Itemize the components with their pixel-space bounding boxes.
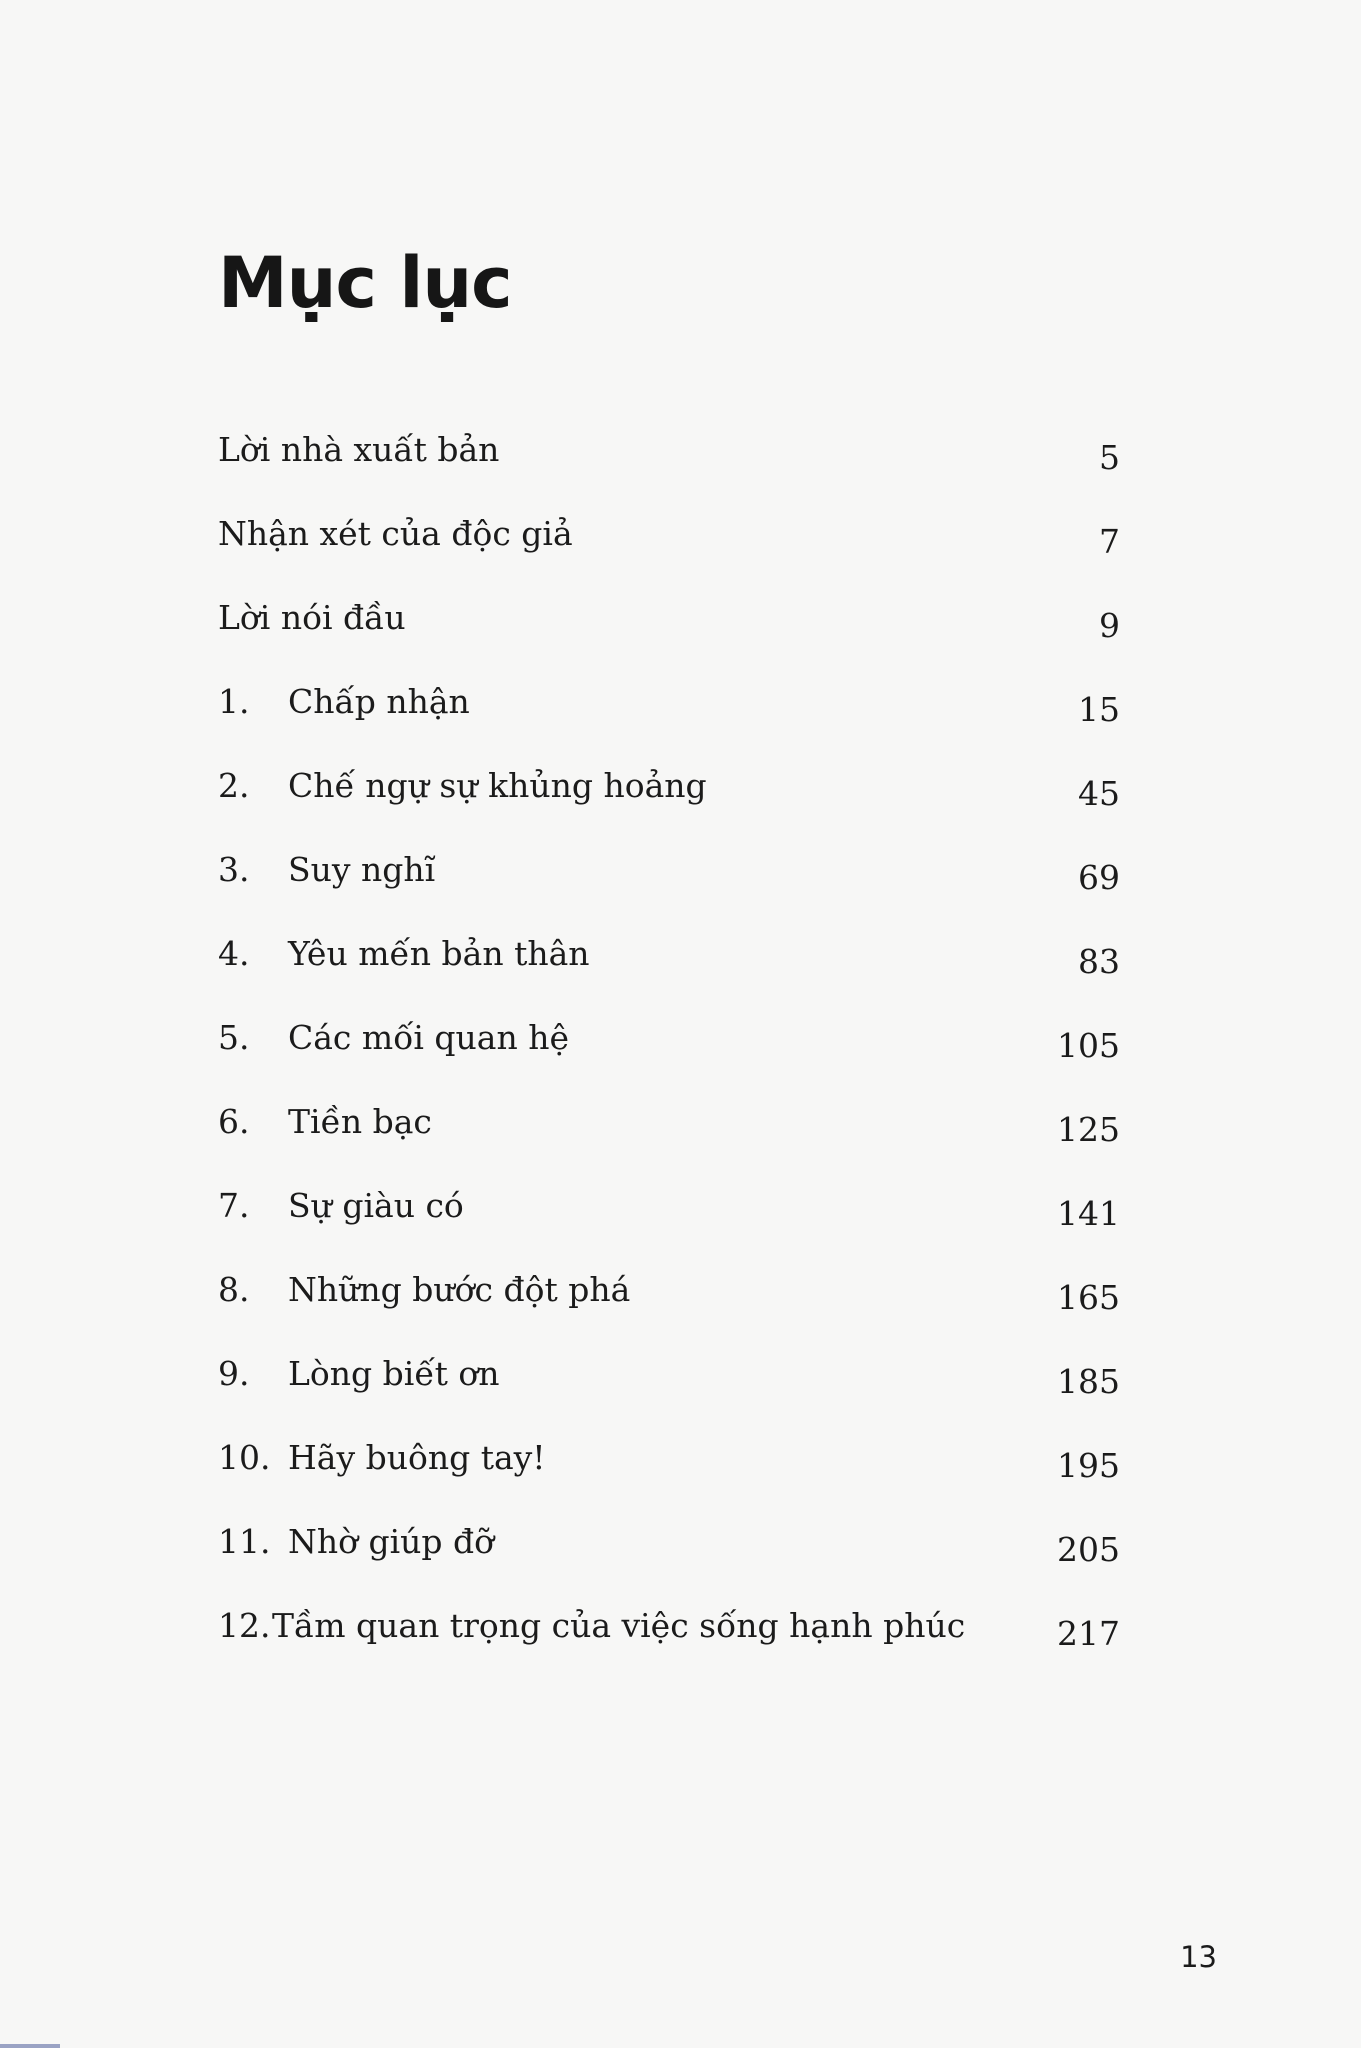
- toc-entry-label: Suy nghĩ: [288, 850, 436, 889]
- toc-entry-number: 9.: [218, 1354, 250, 1393]
- toc-entry-page: 5: [1099, 438, 1120, 477]
- toc-entry-chapter-2: [218, 756, 1120, 840]
- toc-entry-chapter-11: [218, 1512, 1120, 1596]
- toc-entry-label: Nhận xét của độc giả: [218, 514, 573, 553]
- toc-entry-page: 195: [1057, 1446, 1120, 1485]
- toc-entry-number: 7.: [218, 1186, 250, 1225]
- toc-entry-label: Tầm quan trọng của việc sống hạnh phúc: [272, 1606, 966, 1645]
- toc-entry-number: 5.: [218, 1018, 250, 1057]
- toc-entry-number: 8.: [218, 1270, 250, 1309]
- toc-entry-reader-reviews: [218, 504, 1120, 588]
- toc-entry-label: Lời nhà xuất bản: [218, 430, 500, 469]
- toc-entry-page: 217: [1057, 1614, 1120, 1653]
- toc-entry-page: 141: [1057, 1194, 1120, 1233]
- toc-entry-label: Nhờ giúp đỡ: [288, 1522, 495, 1561]
- toc-entry-label: Tiền bạc: [288, 1102, 432, 1141]
- toc-entry-foreword: [218, 588, 1120, 672]
- toc-entry-page: 205: [1057, 1530, 1120, 1569]
- toc-entry-page: 7: [1099, 522, 1120, 561]
- toc-entry-page: 15: [1078, 690, 1120, 729]
- toc-entry-page: 83: [1078, 942, 1120, 981]
- toc-entry-number: 11.: [218, 1522, 271, 1561]
- toc-entry-publisher-note: [218, 420, 1120, 504]
- toc-entry-label: Những bước đột phá: [288, 1270, 631, 1309]
- page-title: Mục lục: [218, 242, 512, 324]
- toc-entry-number: 1.: [218, 682, 250, 721]
- toc-entry-chapter-5: [218, 1008, 1120, 1092]
- toc-entry-chapter-3: [218, 840, 1120, 924]
- toc-entry-label: Lời nói đầu: [218, 598, 406, 637]
- toc-entry-chapter-4: [218, 924, 1120, 1008]
- toc-entry-chapter-7: [218, 1176, 1120, 1260]
- toc-entry-number: 6.: [218, 1102, 250, 1141]
- toc-entry-label: Yêu mến bản thân: [288, 934, 590, 973]
- toc-entry-number: 12.: [218, 1606, 271, 1645]
- toc-entry-label: Chấp nhận: [288, 682, 470, 721]
- page-edge-divider: [0, 2044, 60, 2048]
- toc-entry-number: 2.: [218, 766, 250, 805]
- toc-entry-label: Các mối quan hệ: [288, 1018, 569, 1057]
- toc-entry-page: 105: [1057, 1026, 1120, 1065]
- page-number: 13: [1180, 1940, 1217, 1974]
- toc-entry-chapter-1: [218, 672, 1120, 756]
- toc-entry-label: Sự giàu có: [288, 1186, 464, 1225]
- toc-entry-number: 4.: [218, 934, 250, 973]
- toc-entry-chapter-8: [218, 1260, 1120, 1344]
- toc-entry-page: 69: [1078, 858, 1120, 897]
- toc-entry-label: Lòng biết ơn: [288, 1354, 500, 1393]
- toc-entry-number: 3.: [218, 850, 250, 889]
- toc-entry-label: Chế ngự sự khủng hoảng: [288, 766, 707, 805]
- toc-entry-chapter-12: [218, 1596, 1120, 1680]
- toc-entry-chapter-10: [218, 1428, 1120, 1512]
- toc-entry-page: 185: [1057, 1362, 1120, 1401]
- toc-entry-chapter-6: [218, 1092, 1120, 1176]
- toc-entry-page: 125: [1057, 1110, 1120, 1149]
- toc-entry-page: 45: [1078, 774, 1120, 813]
- toc-entry-chapter-9: [218, 1344, 1120, 1428]
- toc-entry-page: 9: [1099, 606, 1120, 645]
- toc-entry-label: Hãy buông tay!: [288, 1438, 546, 1477]
- table-of-contents: [218, 420, 1120, 1680]
- toc-entry-number: 10.: [218, 1438, 271, 1477]
- toc-entry-page: 165: [1057, 1278, 1120, 1317]
